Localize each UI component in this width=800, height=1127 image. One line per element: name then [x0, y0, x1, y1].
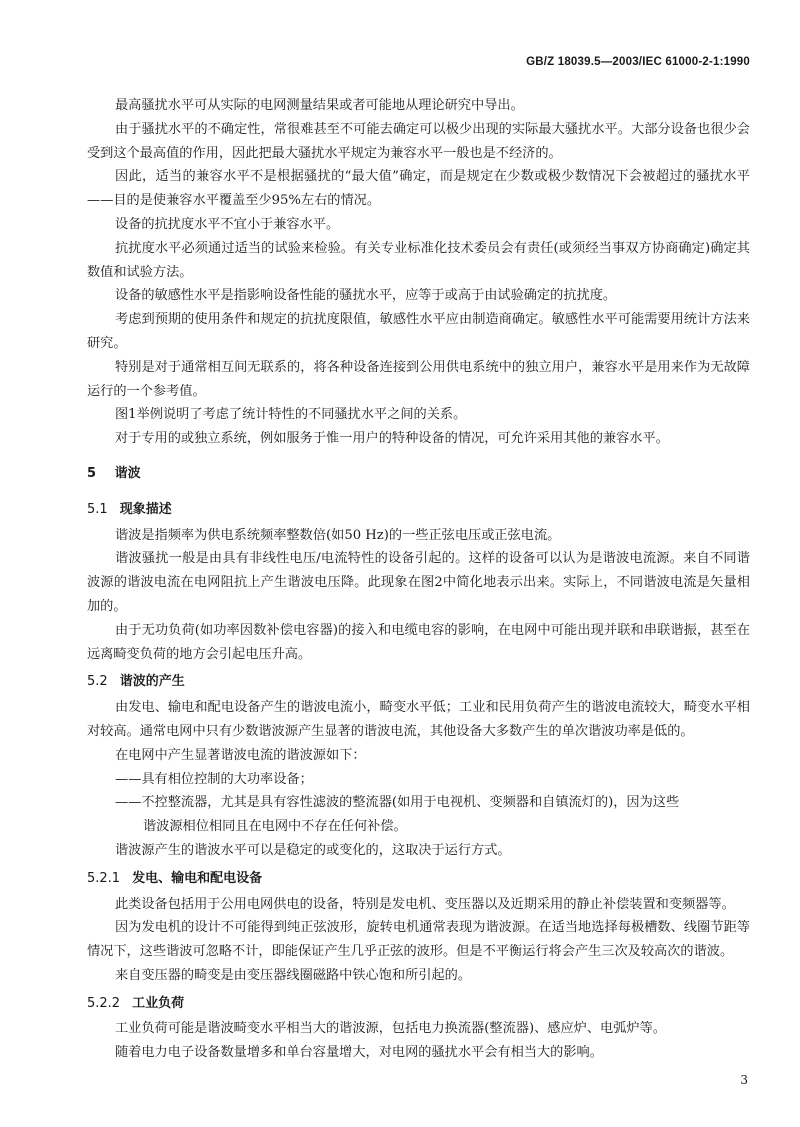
subsection-heading-5-2-2 [87, 992, 750, 1016]
section-heading-5 [87, 462, 750, 486]
paragraph: 此类设备包括用于公用电网供电的设备，特别是发电机、变压器以及近期采用的静止补偿装置和变频器等。 [115, 896, 735, 912]
section-number: 5 [87, 465, 97, 481]
list-item: ——不控整流器，尤其是具有容性滤波的整流器(如用于电视机、变频器和自镇流灯的)，因为这些 [115, 795, 680, 811]
subsection-title: 现象描述 [119, 501, 172, 517]
paragraph: 对于专用的或独立系统，例如服务于惟一用户的特种设备的情况，可允许采用其他的兼容水平。 [115, 431, 669, 447]
paragraph: 图1举例说明了考虑了统计特性的不同骚扰水平之间的关系。 [115, 407, 467, 423]
paragraph: 谐波是指频率为供电系统频率整数倍(如50 Hz)的一些正弦电压或正弦电流。 [115, 527, 561, 543]
paragraph: 来自变压器的畸变是由变压器线圈磁路中铁心饱和所引起的。 [115, 967, 472, 983]
subsection-number: 5.2.2 [87, 995, 121, 1011]
subsection-heading-5-2-1 [87, 867, 750, 891]
paragraph: 设备的敏感性水平是指影响设备性能的骚扰水平，应等于或高于由试验确定的抗扰度。 [115, 288, 617, 304]
paragraph: 工业负荷可能是谐波畸变水平相当大的谐波源，包括电力换流器(整流器)、感应炉、电弧炉等。 [115, 1021, 666, 1037]
subsection-number: 5.2 [87, 674, 108, 690]
document-body [87, 94, 750, 1065]
subsection-title: 工业负荷 [132, 995, 185, 1011]
subsection-title: 发电、输电和配电设备 [132, 870, 263, 886]
paragraph: 由于骚扰水平的不确定性，常很难甚至不可能去确定可以极少出现的实际最大骚扰水平。大部分设备也很少会受到这个最高值的作用，因此把最大骚扰水平规定为兼容水平一般也是不经济的。 [87, 121, 750, 161]
page-number: 3 [740, 1073, 748, 1087]
subsection-title: 谐波的产生 [119, 674, 185, 690]
paragraph: 在电网中产生显著谐波电流的谐波源如下： [115, 747, 366, 763]
paragraph: 设备的抗扰度水平不宜小于兼容水平。 [115, 216, 340, 232]
paragraph: 特别是对于通常相互间无联系的，将各种设备连接到公用供电系统中的独立用户，兼容水平是用来作为无故障运行的一个参考值。 [87, 359, 750, 399]
subsection-heading-5-2 [87, 670, 750, 694]
paragraph: 由发电、输电和配电设备产生的谐波电流小，畸变水平低；工业和民用负荷产生的谐波电流较大，畸变水平相对较高。通常电网中只有少数谐波源产生显著的谐波电流，其他设备大多数产生的单次谐波功率是低的。 [87, 700, 750, 739]
paragraph: 谐波源产生的谐波水平可以是稳定的或变化的，这取决于运行方式。 [115, 842, 511, 858]
paragraph: 因为发电机的设计不可能得到纯正弦波形，旋转电机通常表现为谐波源。在适当地选择每极槽数、线圈节距等情况下，这些谐波可忽略不计，即能保证产生几乎正弦的波形。但是不平衡运行将会产生三次及较高次的谐波。 [87, 920, 750, 960]
list-item-continuation: 谐波源相位相同且在电网中不存在任何补偿。 [143, 819, 407, 835]
paragraph: 谐波骚扰一般是由具有非线性电压/电流特性的设备引起的。这样的设备可以认为是谐波电流源。来自不同谐波源的谐波电流在电网阻抗上产生谐波电压降。此现象在图2中简化地表示出来。实际上，不同谐波电流是矢量相加的。 [87, 551, 750, 614]
list-item: ——具有相位控制的大功率设备； [115, 771, 313, 787]
standard-header: GB/Z 18039.5—2003/IEC 61000-2-1:1990 [526, 56, 750, 68]
paragraph: 抗扰度水平必须通过适当的试验来检验。有关专业标准化技术委员会有责任(或须经当事双方协商确定)确定其数值和试验方法。 [87, 240, 750, 280]
subsection-heading-5-1 [87, 498, 750, 522]
paragraph: 随着电力电子设备数量增多和单台容量增大，对电网的骚扰水平会有相当大的影响。 [115, 1045, 603, 1061]
paragraph: 因此，适当的兼容水平不是根据骚扰的“最大值”确定，而是规定在少数或极少数情况下会被超过的骚扰水平——目的是使兼容水平覆盖至少95%左右的情况。 [87, 169, 750, 209]
paragraph: 由于无功负荷(如功率因数补偿电容器)的接入和电缆电容的影响，在电网中可能出现并联和串联谐振，甚至在远离畸变负荷的地方会引起电压升高。 [87, 622, 750, 662]
subsection-number: 5.2.1 [87, 870, 121, 886]
paragraph: 考虑到预期的使用条件和规定的抗扰度限值，敏感性水平应由制造商确定。敏感性水平可能需要用统计方法来研究。 [87, 312, 750, 351]
paragraph: 最高骚扰水平可从实际的电网测量结果或者可能地从理论研究中导出。 [115, 98, 524, 113]
section-title: 谐波 [114, 465, 141, 481]
subsection-number: 5.1 [87, 501, 108, 517]
